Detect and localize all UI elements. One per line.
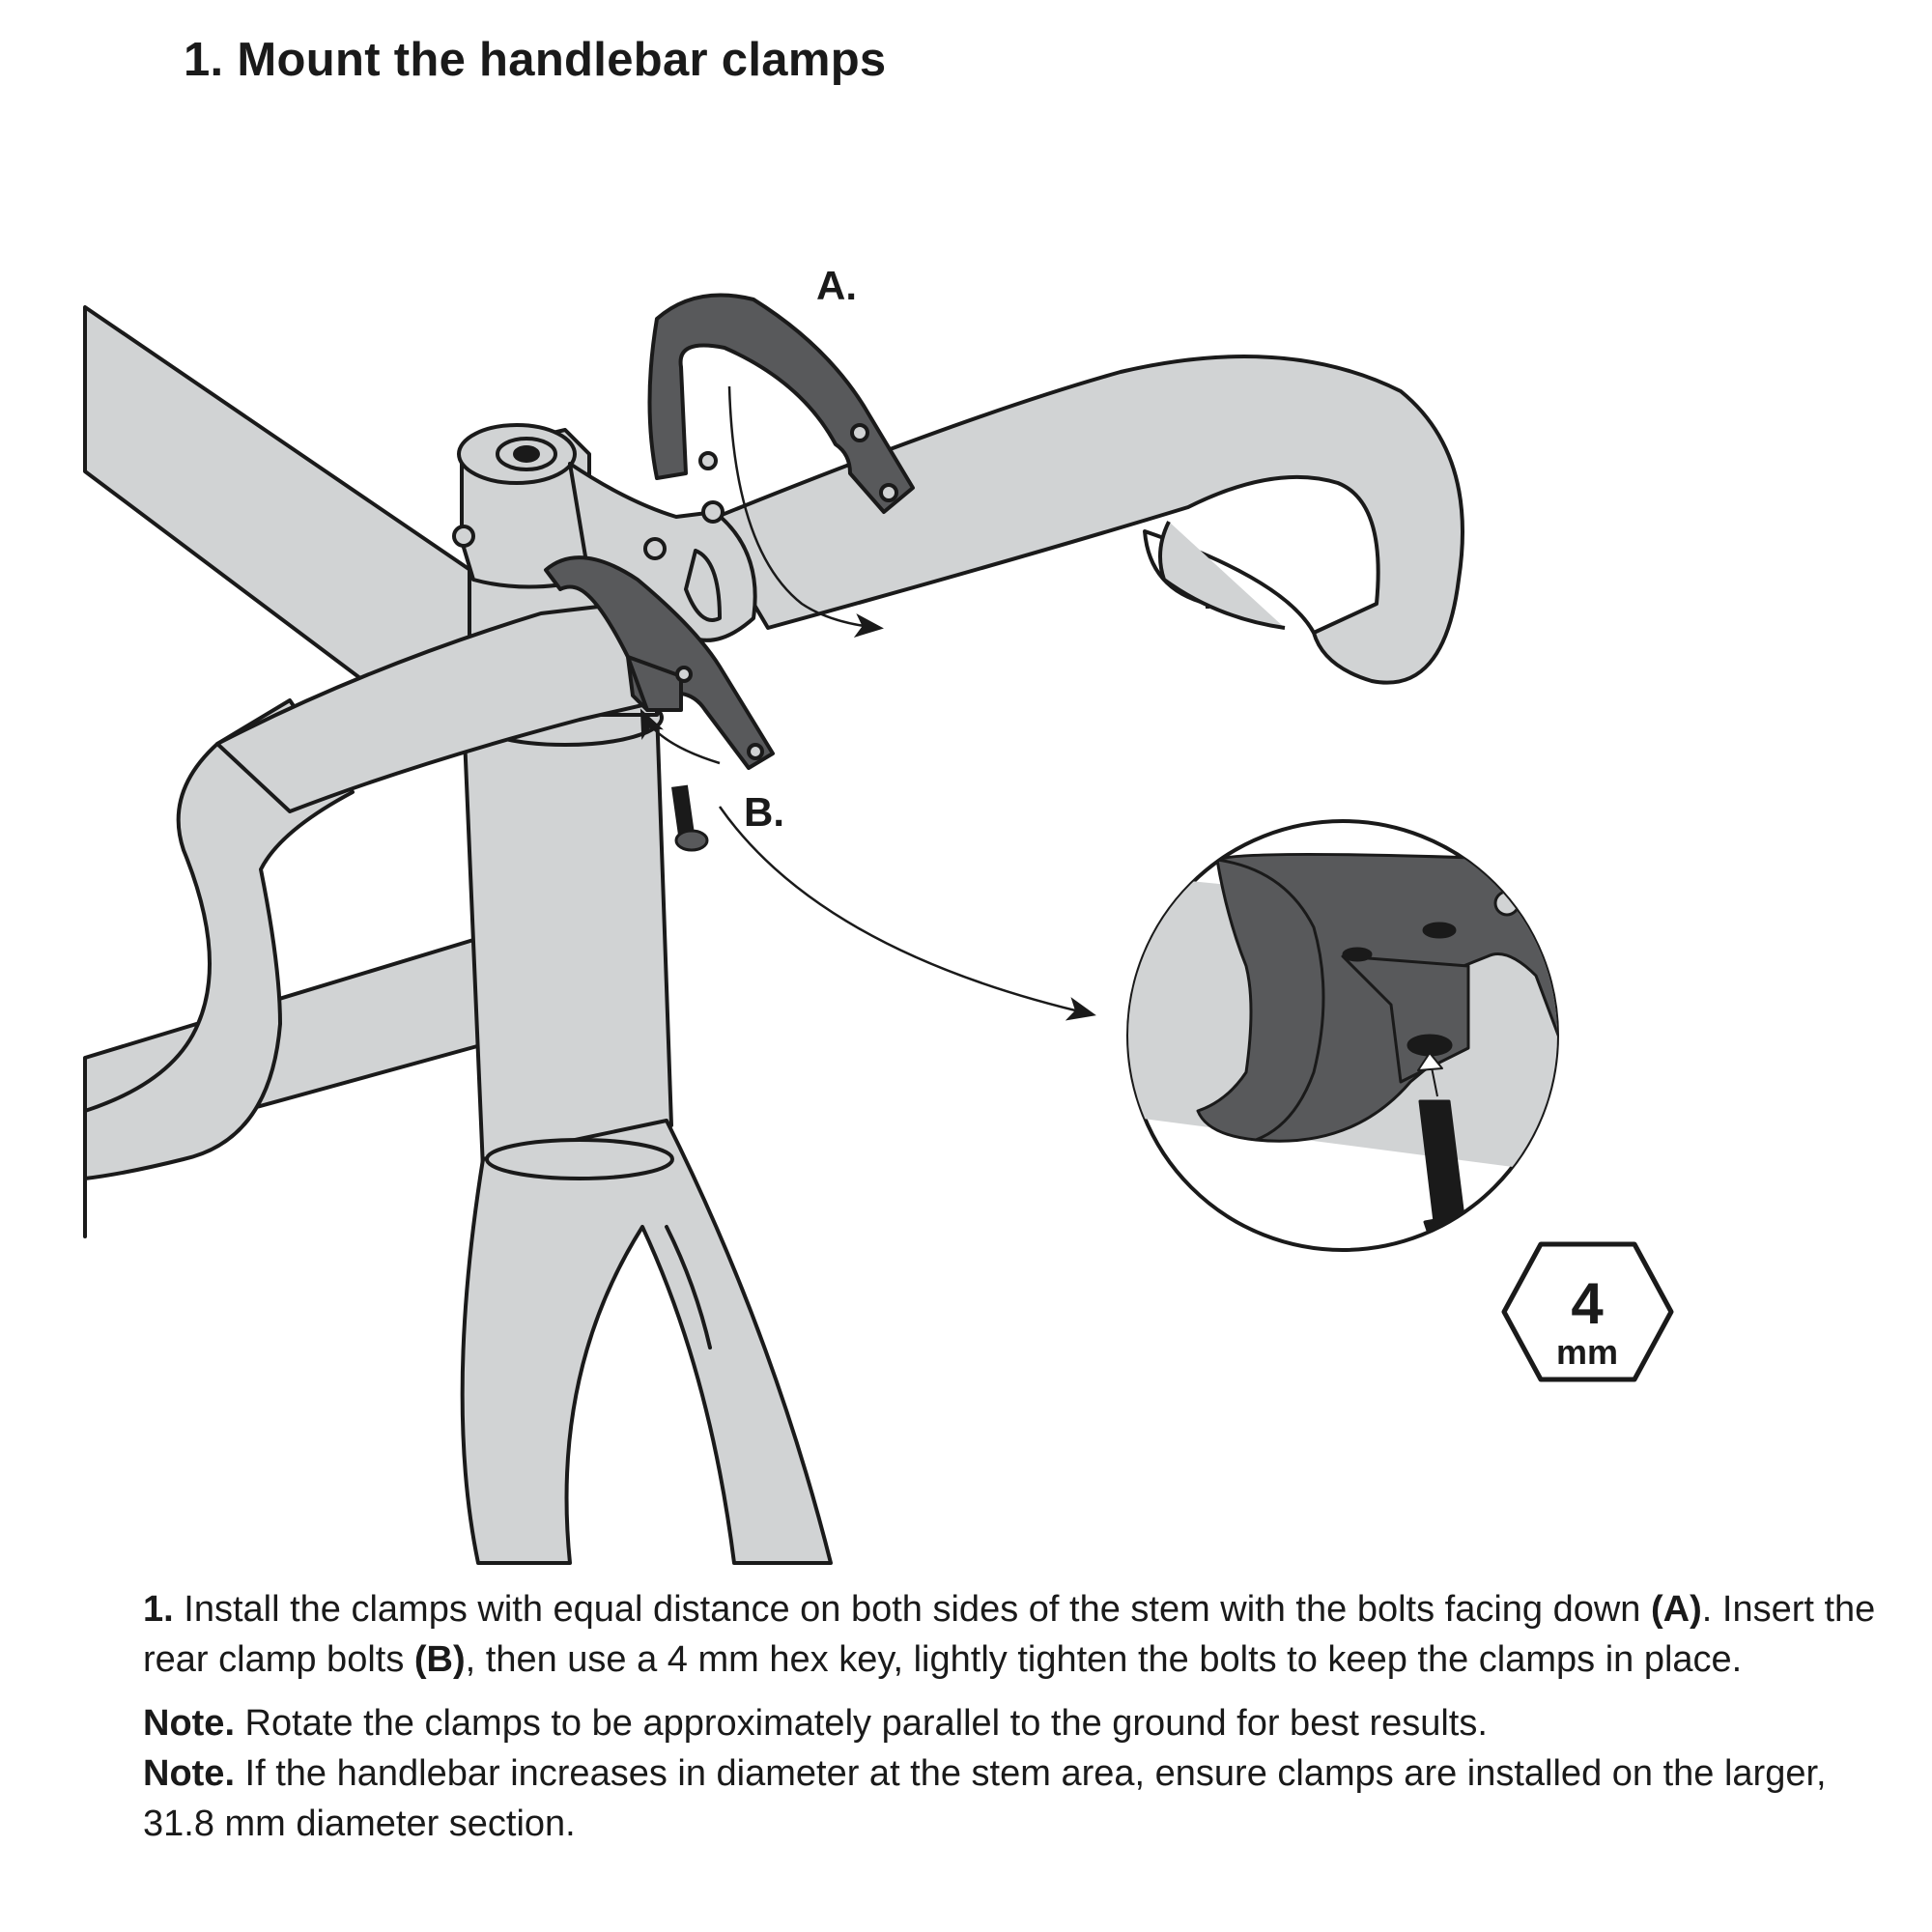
detail-inset (1121, 821, 1652, 1266)
ref-a: (A) (1651, 1589, 1702, 1630)
note-1-label: Note. (143, 1703, 235, 1744)
head-tube (464, 710, 671, 1169)
callout-b-label: B. (744, 789, 784, 835)
loose-bolt (673, 786, 707, 850)
note-2-label: Note. (143, 1753, 235, 1794)
note-2 (143, 1748, 1882, 1849)
step-text-a: Install the clamps with equal distance on both sides of the stem with the bolts facing down (173, 1589, 1651, 1630)
page-title: 1. Mount the handlebar clamps (184, 34, 887, 86)
step-text-c: , then use a 4 mm hex key, lightly tighten the bolts to keep the clamps in place. (465, 1639, 1743, 1680)
inset-bolt-head (1425, 1212, 1488, 1265)
note-2-text: If the handlebar increases in diameter at the stem area, ensure clamps are installed on the larger, 31.8 mm diameter section. (143, 1753, 1827, 1844)
instructions (143, 1584, 1882, 1849)
bike-frame (85, 307, 831, 1563)
callout-a-label: A. (816, 263, 857, 308)
hex-key-badge (1504, 1244, 1671, 1379)
note-1 (143, 1698, 1882, 1748)
step-1-paragraph (143, 1584, 1882, 1685)
ref-b: (B) (413, 1639, 466, 1680)
hex-key-unit: mm (1555, 1332, 1619, 1372)
note-1-text: Rotate the clamps to be approximately parallel to the ground for best results. (235, 1703, 1488, 1744)
hex-key-size: 4 (1571, 1271, 1604, 1336)
step-number: 1. (143, 1589, 174, 1630)
clamp-a (650, 296, 914, 513)
fork (463, 1121, 831, 1563)
step-text-b: . Insert the rear clamp bolts (143, 1589, 1876, 1680)
